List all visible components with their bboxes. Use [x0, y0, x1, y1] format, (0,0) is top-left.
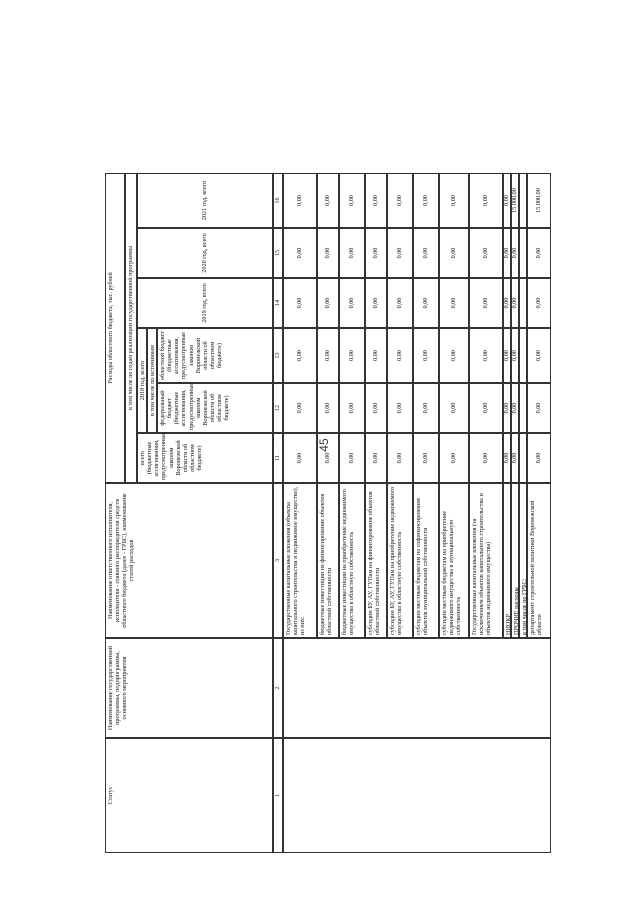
- row-name: в том числе по ГРБС:: [519, 483, 527, 638]
- row-name: субсидии местным бюджетам на софинансирование объектов муниципальной собственности: [413, 483, 439, 638]
- row-value: 0,00: [503, 328, 511, 383]
- row-value: 0,00: [339, 278, 365, 328]
- row-value: 0,00: [413, 173, 439, 228]
- row-value: 0,00: [413, 228, 439, 278]
- row-value: 0,00: [283, 278, 317, 328]
- row-value: 0,00: [283, 328, 317, 383]
- row-value: [519, 173, 527, 228]
- row-name: департамент строительной политики Воронежской области: [527, 483, 551, 638]
- row-value: 0,00: [503, 433, 511, 483]
- row-value: 0,00: [439, 278, 469, 328]
- row-value: 0,00: [317, 328, 339, 383]
- header-expenses: Расходы областного бюджета, тыс. рублей: [105, 173, 125, 483]
- column-number: 16: [273, 173, 283, 228]
- header-regional: областной бюджет (бюджетные ассигнования, предусмотренные законом Воронежской области об областном бюджете): [157, 328, 273, 383]
- row-value: 0,00: [469, 328, 503, 383]
- row-value: 0,00: [339, 328, 365, 383]
- row-value: 0,00: [511, 383, 519, 433]
- row-value: 0,00: [283, 433, 317, 483]
- row-value: 0,00: [339, 383, 365, 433]
- row-name: субсидии местным бюджетам на приобретение недвижимого имущества в муниципальную собственность: [439, 483, 469, 638]
- row-value: 0,00: [469, 383, 503, 433]
- row-value: 0,00: [527, 433, 551, 483]
- row-value: 0,00: [413, 383, 439, 433]
- row-value: 0,00: [283, 173, 317, 228]
- row-value: 0,00: [365, 278, 387, 328]
- row-value: 0,00: [439, 173, 469, 228]
- row-value: 0,00: [527, 383, 551, 433]
- row-value: 0,00: [413, 278, 439, 328]
- row-value: [519, 228, 527, 278]
- row-value: [519, 328, 527, 383]
- row-value: 0,00: [339, 433, 365, 483]
- row-value: 0,00: [365, 328, 387, 383]
- row-value: 0,00: [387, 228, 413, 278]
- row-value: 0,00: [387, 383, 413, 433]
- header-by-sources: в том числе по источникам: [147, 328, 157, 433]
- row-value: 0,00: [365, 173, 387, 228]
- header-2019: 2019 год, всего: [137, 278, 273, 328]
- row-value: 0,00: [439, 383, 469, 433]
- row-value: 0,00: [527, 328, 551, 383]
- row-name: бюджетные инвестиции на финансирование объектов областной собственности: [317, 483, 339, 638]
- header-federal: федеральный бюджет (бюджетные ассигнования, предусмотренные законом Воронежской области об областном бюджете): [157, 383, 273, 433]
- row-value: 0,00: [387, 278, 413, 328]
- header-total-budget: всего (бюджетные ассигнования, предусмотренные законом Воронежской области об областном бюджете): [137, 433, 273, 483]
- row-value: 0,00: [283, 383, 317, 433]
- row-value: 0,00: [503, 383, 511, 433]
- row-value: 0,00: [413, 433, 439, 483]
- row-value: 0,00: [527, 228, 551, 278]
- row-value: [519, 433, 527, 483]
- row-value: 0,00: [365, 383, 387, 433]
- row-value: 0,00: [439, 328, 469, 383]
- row-value: 0,00: [317, 383, 339, 433]
- row-value: 0,00: [527, 278, 551, 328]
- header-2020: 2020 год, всего: [137, 228, 273, 278]
- row-value: 0,00: [317, 173, 339, 228]
- column-number: 15: [273, 228, 283, 278]
- column-number: 1: [273, 738, 283, 853]
- header-status: Статус: [105, 738, 273, 853]
- column-number: 2: [273, 638, 283, 738]
- program-cell: [283, 638, 551, 738]
- row-value: 0,00: [503, 228, 511, 278]
- row-name: ПРОЧИЕ расходы: [511, 483, 519, 638]
- row-value: 0,00: [511, 278, 519, 328]
- header-program-name: Наименование государственной программы, подпрограммы, основного мероприятия: [105, 638, 273, 738]
- row-value: 0,00: [365, 228, 387, 278]
- row-value: 0,00: [439, 228, 469, 278]
- row-value: 0,00: [511, 433, 519, 483]
- row-value: 0,00: [503, 278, 511, 328]
- header-by-years: в том числе по годам реализации государственной программы: [125, 173, 137, 483]
- row-value: 0,00: [413, 328, 439, 383]
- row-value: 0,00: [365, 433, 387, 483]
- row-value: 0,00: [317, 228, 339, 278]
- row-name: субсидии БУ, АУ, ГУПам на финансирование объектов областной собственности: [365, 483, 387, 638]
- row-value: 0,00: [469, 278, 503, 328]
- column-number: 13: [273, 328, 283, 383]
- row-name: Государственные капитальные вложения (за исключением объектов капитального строительства и объектов недвижимого имущества): [469, 483, 503, 638]
- row-value: 0,00: [339, 228, 365, 278]
- row-value: 0,00: [317, 278, 339, 328]
- row-value: 15 000,00: [527, 173, 551, 228]
- header-2018-total: 2018 год, всего: [137, 328, 147, 433]
- row-value: 0,00: [511, 228, 519, 278]
- row-name: Государственные капитальные вложения (объекты капитального строительства и недвижимое имущество), из них:: [283, 483, 317, 638]
- row-value: 0,00: [469, 433, 503, 483]
- page-number: 45: [317, 438, 331, 452]
- row-value: 0,00: [387, 433, 413, 483]
- row-name: субсидии БУ, АУ, ГУПам на приобретение недвижимого имущества в областную собственность: [387, 483, 413, 638]
- status-cell: [283, 738, 551, 853]
- column-number: 3: [273, 483, 283, 638]
- header-executor: Наименование ответственного исполнителя, исполнителя - главного распорядителя средств областного бюджета (далее - ГРБС), наименование статей расходов: [105, 483, 273, 638]
- column-number: 11: [273, 433, 283, 483]
- row-value: 0,00: [339, 173, 365, 228]
- row-value: 15 000,00: [511, 173, 519, 228]
- row-value: 0,00: [439, 433, 469, 483]
- row-name: бюджетные инвестиции на приобретение недвижимого имущества в областную собственность: [339, 483, 365, 638]
- row-value: 0,00: [387, 328, 413, 383]
- header-2021: 2021 год, всего: [137, 173, 273, 228]
- row-name: НИОКР: [503, 483, 511, 638]
- row-value: 0,00: [511, 328, 519, 383]
- budget-table: [105, 58, 544, 853]
- row-value: 0,00: [283, 228, 317, 278]
- column-number: 12: [273, 383, 283, 433]
- row-value: 0,00: [469, 173, 503, 228]
- row-value: [519, 278, 527, 328]
- row-value: 0,00: [503, 173, 511, 228]
- row-value: 0,00: [387, 173, 413, 228]
- column-number: 14: [273, 278, 283, 328]
- row-value: [519, 383, 527, 433]
- row-value: 0,00: [317, 433, 339, 483]
- row-value: 0,00: [469, 228, 503, 278]
